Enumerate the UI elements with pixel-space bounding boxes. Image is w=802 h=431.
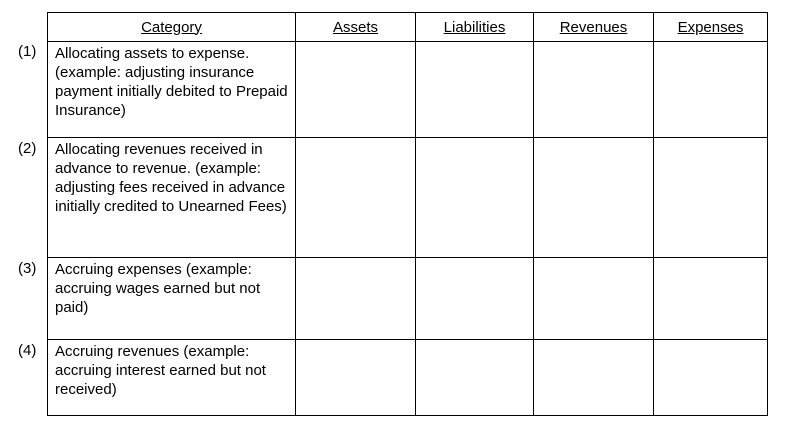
liabilities-cell[interactable]	[416, 138, 534, 258]
header-assets: Assets	[296, 13, 416, 42]
category-cell: Allocating assets to expense. (example: adjusting insurance payment initially debited to Prepaid Insurance)	[48, 42, 296, 138]
adjusting-entries-table	[47, 12, 768, 416]
header-row	[48, 13, 768, 42]
table-row	[48, 138, 768, 258]
table-row	[48, 42, 768, 138]
header-revenues: Revenues	[534, 13, 654, 42]
revenues-cell[interactable]	[534, 138, 654, 258]
revenues-cell[interactable]	[534, 258, 654, 340]
revenues-cell[interactable]	[534, 42, 654, 138]
table-row	[48, 340, 768, 416]
row-number-1: (1)	[18, 43, 37, 60]
liabilities-cell[interactable]	[416, 340, 534, 416]
header-expenses: Expenses	[654, 13, 768, 42]
assets-cell[interactable]	[296, 340, 416, 416]
row-number-3: (3)	[18, 260, 37, 277]
expenses-cell[interactable]	[654, 42, 768, 138]
header-category: Category	[48, 13, 296, 42]
assets-cell[interactable]	[296, 258, 416, 340]
assets-cell[interactable]	[296, 138, 416, 258]
category-cell: Allocating revenues received in advance to revenue. (example: adjusting fees received in advance initially credited to Unearned Fees)	[48, 138, 296, 258]
expenses-cell[interactable]	[654, 340, 768, 416]
row-number-2: (2)	[18, 140, 37, 157]
expenses-cell[interactable]	[654, 138, 768, 258]
expenses-cell[interactable]	[654, 258, 768, 340]
liabilities-cell[interactable]	[416, 258, 534, 340]
category-cell: Accruing revenues (example: accruing interest earned but not received)	[48, 340, 296, 416]
table-row	[48, 258, 768, 340]
header-liabilities: Liabilities	[416, 13, 534, 42]
row-number-4: (4)	[18, 342, 37, 359]
assets-cell[interactable]	[296, 42, 416, 138]
category-cell: Accruing expenses (example: accruing wages earned but not paid)	[48, 258, 296, 340]
liabilities-cell[interactable]	[416, 42, 534, 138]
revenues-cell[interactable]	[534, 340, 654, 416]
